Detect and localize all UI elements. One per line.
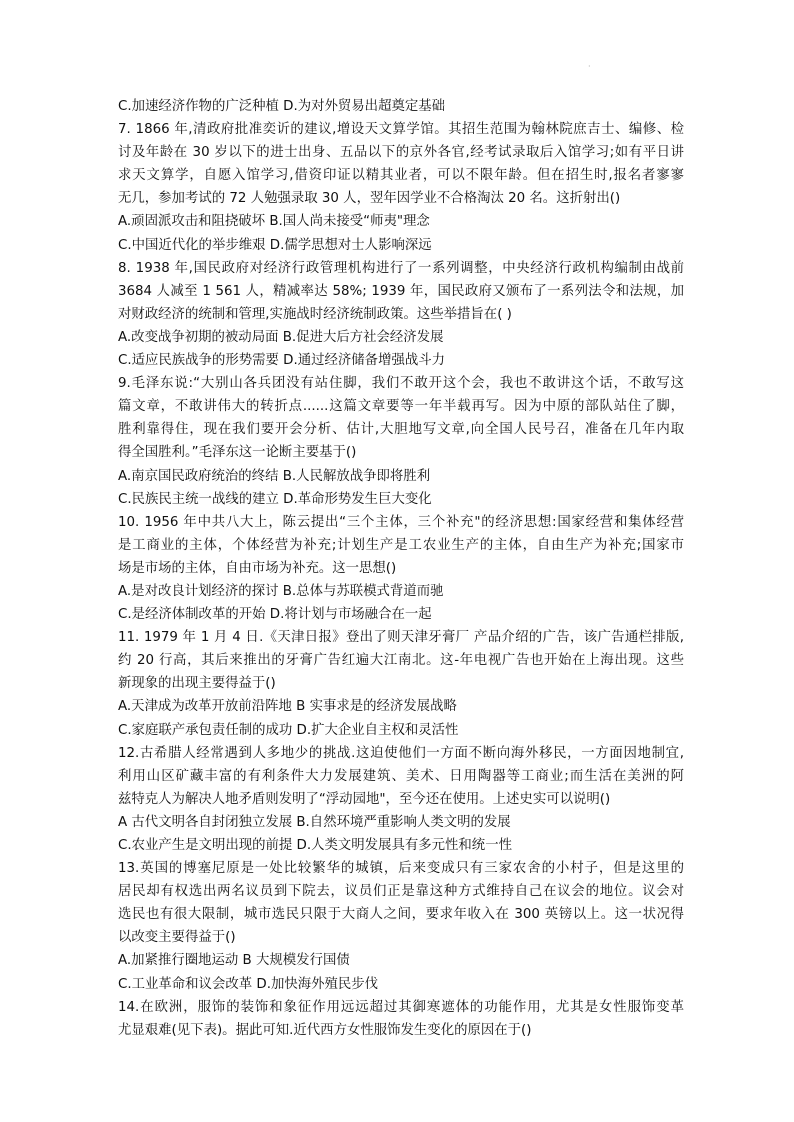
- text-line: C.加速经济作物的广泛种植 D.为对外贸易出超奠定基础: [118, 99, 446, 114]
- text-line: A.加紧推行圈地运动 B 大规模发行国债: [118, 953, 350, 969]
- text-line: 8. 1938 年,国民政府对经济行政管理机构进行了一系列调整，中央经济行政机构编制由战前: [118, 260, 684, 276]
- text-line: 尤显艰难(见下表)。据此可知.近代西方女性服饰发生变化的原因在于(): [118, 1022, 532, 1038]
- text-line: 11. 1979 年 1 月 4 日.《天津日报》登出了则天津牙膏厂 产品介绍的广告，该广告通栏排版,: [118, 630, 684, 646]
- question-text-block: [118, 95, 684, 1042]
- text-line: A.天津成为改革开放前沿阵地 B 实事求是的经济发展战略: [118, 699, 457, 715]
- text-line: C.是经济体制改革的开始 D.将计划与市场融合在一起: [118, 607, 432, 623]
- text-line: 是工商业的主体，个体经营为补充;计划生产是工农业生产的主体，自由生产为补充;国家市: [118, 537, 684, 553]
- text-line: 9.毛泽东说:“大别山各兵团没有站住脚，我们不敢开这个会，我也不敢讲这个话，不敢写这: [118, 376, 684, 392]
- text-line: A.改变战争初期的被动局面 B.促进大后方社会经济发展: [118, 329, 444, 345]
- text-line: C.家庭联产承包责任制的成功 D.扩大企业自主权和灵活性: [118, 722, 459, 738]
- page-mark: ·: [588, 62, 591, 71]
- text-line: A.顽固派攻击和阻挠破坏 B.国人尚未接受“师夷"理念: [118, 214, 430, 230]
- text-line: 3684 人减至 1 561 人，精减率达 58%; 1939 年，国民政府又颁布了一系列法令和法规，加: [118, 283, 684, 299]
- text-line: 14.在欧洲，服饰的装饰和象征作用远远超过其御寒遮体的功能作用，尤其是女性服饰变革: [118, 999, 684, 1015]
- text-line: C.民族民主统一战线的建立 D.革命形势发生巨大变化: [118, 491, 432, 507]
- text-line: 12.古希腊人经常遇到人多地少的挑战.这迫使他们一方面不断向海外移民，一方面因地制宜,: [118, 745, 684, 761]
- text-line: A.南京国民政府统治的终结 B.人民解放战争即将胜利: [118, 468, 431, 484]
- text-line: 选民也有很大限制，城市选民只限于大商人之间，要求年收入在 300 英镑以上。这一状况得: [118, 907, 684, 923]
- text-line: 得全国胜利。”毛泽东这一论断主要基于(): [118, 445, 357, 461]
- text-line: 胜利靠得住，现在我们要开会分析、估计,大胆地写文章,向全国人民号召，准备在几年内取: [118, 422, 684, 438]
- text-line: 7. 1866 年,清政府批准奕䜣的建议,增设天文算学馆。其招生范围为翰林院庶吉士、编修、检: [118, 122, 684, 138]
- text-line: 场是市场的主体，自由市场为补充。这一思想(): [118, 560, 397, 576]
- text-line: 10. 1956 年中共八大上，陈云提出“三个主体，三个补充"的经济思想:国家经营和集体经营: [118, 514, 684, 530]
- text-line: C.中国近代化的举步维艰 D.儒学思想对士人影响深远: [118, 237, 432, 253]
- text-line: 篇文章，不敢讲伟大的转折点......这篇文章要等一年半载再写。因为中原的部队站住了脚，: [118, 399, 684, 415]
- text-line: C.适应民族战争的形势需要 D.通过经济储备增强战斗力: [118, 353, 446, 369]
- text-line: 求天文算学，自愿入馆学习,借资印证以精其业者，可以不限年龄。但在招生时,报名者寥寥: [118, 168, 684, 184]
- text-line: 对财政经济的统制和管理,实施战时经济统制政策。这些举措旨在( ): [118, 306, 512, 322]
- text-line: 新现象的出现主要得益于(): [118, 676, 276, 692]
- text-line: 讨及年龄在 30 岁以下的进士出身、五品以下的京外各官,经考试录取后入馆学习;如有平日讲: [118, 145, 684, 161]
- text-line: C.工业革命和议会改革 D.加快海外殖民步伐: [118, 976, 379, 992]
- text-line: A.是对改良计划经济的探讨 B.总体与苏联模式背道而驰: [118, 583, 444, 599]
- text-line: 兹特克人为解决人地矛盾则发明了“浮动园地"，至今还在使用。上述史实可以说明(): [118, 791, 611, 807]
- text-line: 利用山区矿藏丰富的有利条件大力发展建筑、美术、日用陶器等工商业;而生活在美洲的阿: [118, 768, 684, 784]
- text-line: 13.英国的博塞尼原是一处比较繁华的城镇，后来变成只有三家农舍的小村子，但是这里的: [118, 861, 684, 877]
- text-line: 居民却有权选出两名议员到下院去，议员们正是靠这种方式维持自己在议会的地位。议会对: [118, 884, 684, 900]
- text-line: 无几，参加考试的 72 人勉强录取 30 人，翌年因学业不合格淘汰 20 名。这折射出(): [118, 191, 621, 207]
- text-line: A 古代文明各自封闭独立发展 B.自然环境严重影响人类文明的发展: [118, 814, 511, 830]
- text-line: C.农业产生是文明出现的前提 D.人类文明发展具有多元性和统一性: [118, 838, 512, 853]
- text-line: 以改变主要得益于(): [118, 930, 236, 946]
- text-line: 约 20 行高，其后来推出的牙膏广告红遍大江南北。这-年电视广告也开始在上海出现。这些: [118, 653, 684, 669]
